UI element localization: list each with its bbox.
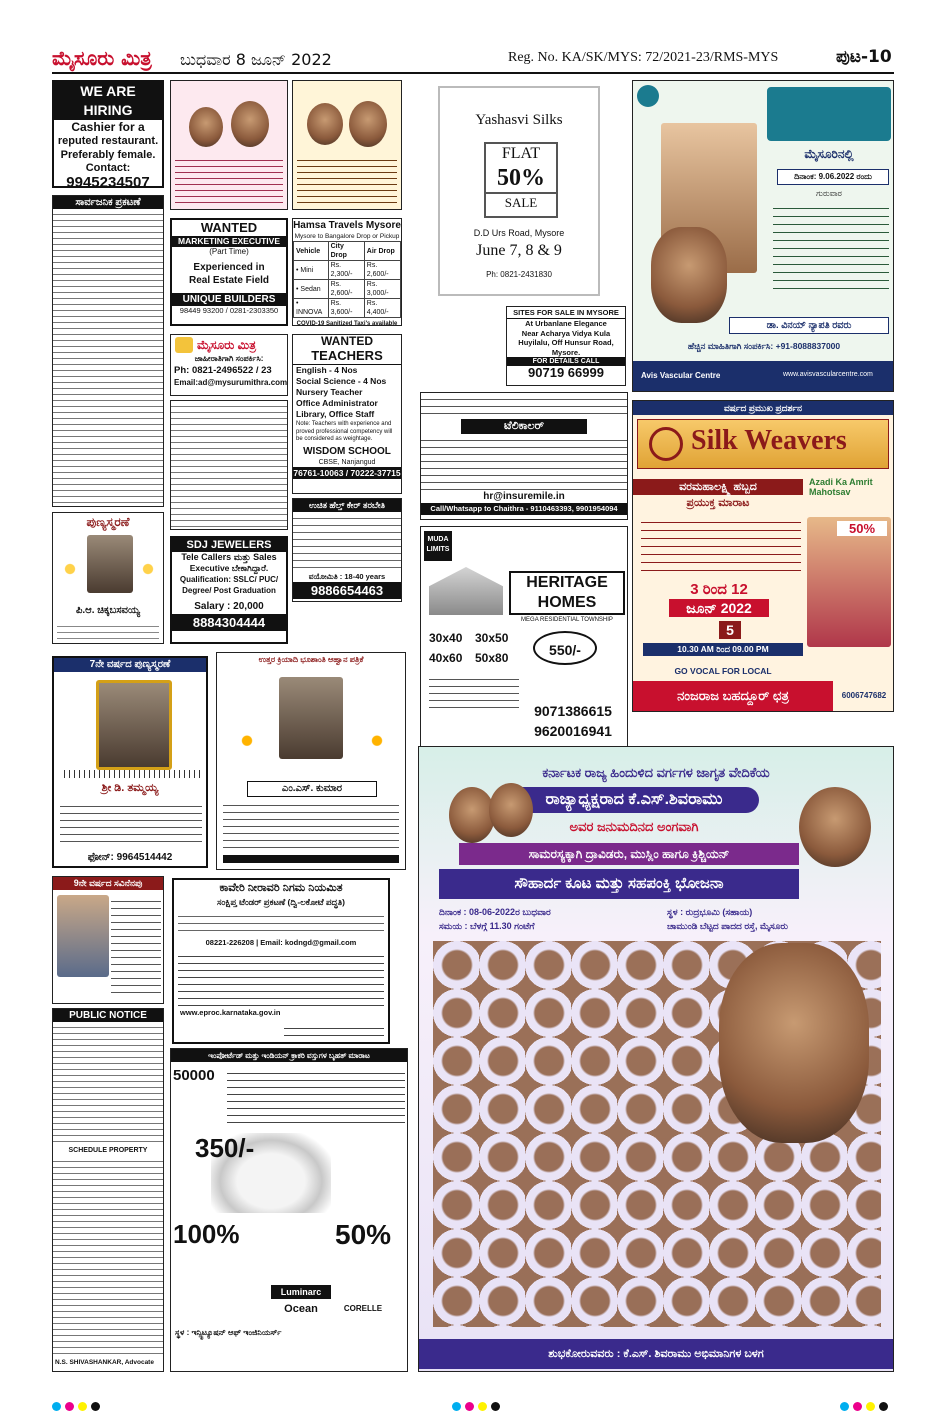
black-dot — [91, 1402, 100, 1411]
hiring-phone-1: 9945234507 — [66, 174, 150, 188]
child-photo — [57, 895, 109, 977]
rate-cell: Rs. 3,600/- — [328, 299, 364, 318]
silk-go-vocal: GO VOCAL FOR LOCAL — [674, 666, 772, 676]
sdj-title: SDJ JEWELERS — [172, 538, 286, 552]
house-illustration — [429, 567, 503, 615]
ambedkar-portrait — [449, 787, 495, 843]
rate-row — [294, 261, 401, 280]
health-care-training-ad — [292, 498, 402, 602]
uchita-title: ಉಚಿತ ಹೆಲ್ತ್ ಕೇರ್ ತರಬೇತಿ — [293, 499, 401, 512]
magenta-dot — [465, 1402, 474, 1411]
black-dot — [491, 1402, 500, 1411]
yellow-dot — [478, 1402, 487, 1411]
sites-line-4: Mysore. — [551, 347, 581, 357]
telecaller-ad — [420, 392, 628, 520]
banner-line-5: ಸೌಹಾರ್ದ ಕೂಟ ಮತ್ತು ಸಹಪಂಕ್ತಿ ಭೋಜನಾ — [439, 869, 799, 899]
kaveri-tender-notice — [172, 878, 390, 1044]
schedule-property: SCHEDULE PROPERTY — [68, 1147, 148, 1154]
punyasmarane-title: ಪುಣ್ಯಸ್ಮರಣೆ — [86, 515, 130, 529]
chakra-icon — [649, 427, 683, 461]
public-notice-kn-title: ಸಾರ್ವಜನಿಕ ಪ್ರಕಟಣೆ — [53, 196, 163, 209]
plot-size: 50x80 — [475, 651, 509, 665]
hiring-line-1: Cashier for a — [71, 120, 145, 134]
memorial-dates — [60, 770, 202, 778]
heritage-name-2: HOMES — [509, 593, 625, 615]
marketing-line-1: Experienced in — [193, 262, 265, 273]
rate-row — [294, 299, 401, 318]
hiring-line-3: Preferably female. — [60, 149, 156, 161]
rate-cell: Rs. 4,400/- — [364, 299, 400, 318]
punya7-body — [60, 800, 202, 848]
avis-header-band — [767, 87, 891, 141]
banner-line-1: ಕರ್ನಾಟಕ ರಾಜ್ಯ ಹಿಂದುಳಿದ ವರ್ಗಗಳ ಜಾಗೃತ ವೇದಿಕೆಯ — [542, 765, 770, 780]
memorial-photo-2 — [279, 677, 343, 759]
memorial-photo-1 — [96, 680, 172, 770]
avis-vascular-ad — [632, 80, 894, 392]
uchita-age: ವಯೋಮಿತಿ : 18-40 years — [308, 572, 386, 581]
heritage-body — [429, 673, 519, 709]
rate-cell: • INNOVA — [294, 299, 329, 318]
silk-sub-2: ಪ್ರಯುಕ್ತ ಮಾರಾಟ — [686, 497, 750, 509]
registration-marks-left — [52, 1398, 104, 1416]
plot-size: 30x40 — [429, 631, 463, 645]
teachers-title-2: TEACHERS — [293, 348, 401, 365]
flat-label: FLAT — [501, 145, 541, 162]
couple-photo-1 — [189, 107, 223, 147]
yashasvi-dates: June 7, 8 & 9 — [476, 242, 562, 259]
cyan-dot — [52, 1402, 61, 1411]
brand-luminarc: Luminarc — [271, 1285, 331, 1299]
tender-notice-small — [170, 400, 288, 530]
punya7-phone: ಫೋನ್: 9964514442 — [87, 852, 173, 863]
rate-header-row — [294, 242, 401, 261]
price-rs: 350/- — [195, 1133, 255, 1163]
marketing-role: MARKETING EXECUTIVE — [172, 236, 286, 247]
banner-road: ಚಾಮುಂಡಿ ಬೆಟ್ಟದ ಪಾದದ ರಸ್ತೆ, ಮೈಸೂರು — [667, 921, 788, 931]
teachers-note: Note: Teachers with experience and proved professional competency will be considered as weightage. — [296, 421, 393, 442]
telecaller-title: ಟೆಲಿಕಾಲರ್ — [461, 419, 587, 434]
brand-ocean: Ocean — [284, 1303, 318, 1315]
kaveri-title: ಕಾವೇರಿ ನೀರಾವರಿ ನಿಗಮ ನಿಯಮಿತ — [219, 882, 343, 894]
wedding-ad-body — [175, 155, 283, 205]
marketing-phone: 98449 93200 / 0281-2303350 — [179, 306, 279, 315]
teachers-line-5: Library, Office Staff — [296, 409, 375, 419]
plot-size: 30x50 — [475, 631, 509, 645]
yashasvi-address: D.D Urs Road, Mysore — [473, 228, 565, 238]
hiring-ad — [52, 80, 164, 188]
hiring-line-2: reputed restaurant. — [57, 135, 159, 147]
page-number: ಪುಟ-10 — [836, 47, 892, 67]
kaveri-body — [178, 950, 384, 1006]
brand-corelle: CORELLE — [343, 1304, 383, 1313]
avis-doctor: ಡಾ. ವಿನಯ್ ನ್ಯಾಪತಿ ರವರು — [729, 317, 889, 334]
school-name: WISDOM SCHOOL — [293, 445, 401, 458]
sites-line-2: Near Acharya Vidya Kula — [521, 328, 611, 338]
sdj-phone: 8884304444 — [172, 614, 286, 631]
silk-states — [641, 515, 801, 575]
silk-days: 5 — [719, 621, 741, 639]
banner-date: ದಿನಾಂಕ : 08-06-2022ರ ಬುಧವಾರ — [439, 907, 551, 917]
sale-label: SALE — [486, 192, 556, 212]
mysoremithra-contact-ad — [170, 334, 288, 396]
hamsa-travels-ad — [292, 218, 402, 326]
yellow-dot — [866, 1402, 875, 1411]
uttara-kriyadi-invitation — [216, 652, 406, 870]
uttara-footer — [223, 855, 399, 863]
ninth-year-remembrance — [52, 876, 164, 1004]
discount-50: 50% — [335, 1219, 392, 1250]
heritage-phone-2: 9620016941 — [534, 723, 612, 739]
silk-venue: ನಂಜರಾಜ ಬಹದ್ದೂರ್ ಛತ್ರ — [633, 681, 833, 711]
rate-head: Air Drop — [364, 242, 400, 261]
punyasmarane-body — [57, 621, 159, 641]
teachers-title-1: WANTED — [321, 334, 373, 348]
sauhardha-koota-banner — [418, 746, 894, 1372]
azadi-logo: Azadi Ka Amrit Mahotsav — [809, 477, 873, 497]
banner-place: ಸ್ಥಳ : ರುದ್ರಭೂಮಿ (ಸಹಾಯ) — [667, 907, 753, 917]
seventh-year-memorial — [52, 656, 208, 868]
uttara-title: ಉತ್ತರ ಕ್ರಿಯಾದಿ ಭೂಶಾಂತಿ ಆಹ್ವಾನ ಪತ್ರಿಕೆ — [217, 653, 405, 666]
yellow-dot — [78, 1402, 87, 1411]
public-notice-title: PUBLIC NOTICE — [53, 1009, 163, 1022]
telecaller-body — [421, 434, 627, 490]
marketing-line-2: Real Estate Field — [188, 275, 270, 286]
teachers-line-2: Social Science - 4 Nos — [296, 376, 387, 386]
sdj-line-3: Qualification: SSLC/ PUC/ — [179, 575, 279, 584]
rate-cell: Rs. 2,600/- — [328, 280, 364, 299]
school-place: CBSE, Nanjangud — [318, 458, 376, 466]
rate-cell: Rs. 3,000/- — [364, 280, 400, 299]
banner-line-4: ಸಾಮರಸ್ಯಕ್ಕಾಗಿ ದ್ರಾವಿಡರು, ಮುಸ್ಲಿಂ ಹಾಗೂ ಕ್ರಿಶ್ಚಿಯನ್ — [459, 843, 799, 865]
food-grade: 100% — [173, 1219, 240, 1249]
model-photo — [807, 517, 891, 647]
savi9-body — [111, 895, 161, 999]
uttara-name: ಎಂ.ಎಸ್. ಕುಮಾರ — [247, 781, 377, 797]
heritage-homes-ad — [420, 526, 628, 762]
banner-line-2: ರಾಜ್ಯಾಧ್ಯಕ್ಷರಾದ ಕೆ.ಎಸ್.ಶಿವರಾಮು — [509, 787, 759, 813]
luminarc-body — [227, 1067, 405, 1123]
black-dot — [879, 1402, 888, 1411]
marketing-company: UNIQUE BUILDERS — [172, 293, 286, 306]
magenta-dot — [853, 1402, 862, 1411]
hiring-title: WE ARE HIRING — [54, 82, 162, 120]
silk-time: 10.30 AM ರಿಂದ 09.00 PM — [643, 643, 803, 656]
schedule-body — [53, 1156, 163, 1358]
uchita-phone: 9886654463 — [293, 582, 401, 599]
shivaramu-portrait — [719, 943, 869, 1143]
public-notice — [52, 1008, 164, 1372]
items-count: 50000 — [173, 1067, 215, 1084]
avis-web: www.avisvascularcentre.com — [783, 371, 873, 378]
sdj-jewelers-ad — [170, 536, 288, 644]
public-notice-kn-body — [53, 209, 163, 505]
anniversary-ad-2 — [292, 80, 402, 210]
anniversary-2-body — [297, 155, 397, 205]
heritage-name-1: HERITAGE — [509, 571, 625, 593]
uchita-body — [293, 512, 401, 572]
flat-sale-block — [484, 142, 558, 218]
sdj-line-2: Executive ಬೇಕಾಗಿದ್ದಾರೆ. — [189, 563, 269, 573]
rate-head: City Drop — [328, 242, 364, 261]
hamsa-note: COVID-19 Sanitized Taxi's available — [296, 321, 398, 326]
public-notice-body — [53, 1022, 163, 1146]
couple-photo-3 — [307, 103, 343, 145]
magenta-dot — [65, 1402, 74, 1411]
banner-footer: ಶುಭಕೋರುವವರು : ಕೆ.ಎಸ್. ಶಿವರಾಮು ಅಭಿಮಾನಿಗಳ ಬಳಗ — [419, 1339, 893, 1369]
teachers-line-4: Office Administrator — [296, 398, 378, 408]
luminarc-title: ಇಂಪೋರ್ಟೆಡ್ ಮತ್ತು ಇಂಡಿಯನ್ ಕ್ರಾಕರಿ ವಸ್ತುಗಳ ಬೃಹತ್ ಮಾರಾಟ — [171, 1049, 407, 1062]
teachers-ad — [292, 334, 402, 494]
lamp-right-icon — [141, 563, 155, 583]
banner-line-3: ಅವರ ಜನುಮದಿನದ ಅಂಗವಾಗಿ — [569, 819, 699, 834]
sites-phone: 90719 66999 — [528, 365, 604, 380]
avis-logo-icon — [637, 85, 659, 107]
masthead-logo: ಮೈಸೂರು ಮಿತ್ರ — [52, 46, 152, 70]
uttara-body — [223, 799, 399, 849]
couple-photo-2 — [231, 101, 269, 147]
mysoremithra-logo: ಮೈಸೂರು ಮಿತ್ರ — [197, 338, 257, 352]
rate-cell: • Sedan — [294, 280, 329, 299]
rate-cell: Rs. 2,300/- — [328, 261, 364, 280]
rate-row — [294, 280, 401, 299]
yashasvi-phone: Ph: 0821-2431830 — [486, 270, 552, 279]
heritage-price: 550/- — [533, 631, 597, 665]
siddaramaiah-portrait — [799, 787, 871, 867]
sdj-salary: Salary : 20,000 — [194, 601, 264, 612]
telecaller-phone: Call/Whatsapp to Chaithra - 9110463393, 9901954094 — [421, 503, 627, 515]
hamsa-rate-table — [293, 241, 401, 318]
silk-phone: 6006747682 — [841, 691, 887, 700]
punya7-title: 7ನೇ ವರ್ಷದ ಪುಣ್ಯಸ್ಮರಣೆ — [54, 658, 206, 672]
cyan-dot — [840, 1402, 849, 1411]
telecaller-email: hr@insuremile.in — [483, 491, 565, 502]
mysoremithra-sub: ಜಾಹೀರಾತಿಗಾಗಿ ಸಂಪರ್ಕಿಸಿ: — [194, 354, 264, 363]
lamp-left-icon — [63, 563, 77, 583]
emblem-icon — [175, 337, 193, 353]
banner-time: ಸಮಯ : ಬೆಳಗ್ಗೆ 11.30 ಗಂಟೆಗೆ — [439, 921, 535, 931]
sites-line-1: At Urbanlane Elegance — [525, 319, 607, 328]
header-rule — [52, 72, 894, 74]
silk-title: Silk Weavers — [691, 425, 847, 456]
school-phone: 76761-10063 / 70222-37715 — [293, 467, 401, 478]
rate-head: Vehicle — [294, 242, 329, 261]
kaveri-web: www.eproc.karnataka.gov.in — [180, 1008, 281, 1017]
hiring-line-4: Contact: — [85, 162, 131, 174]
heritage-sub: MEGA RESIDENTIAL TOWNSHIP — [521, 617, 613, 623]
marketing-type: (Part Time) — [209, 247, 249, 256]
lamp-left-icon — [235, 733, 259, 755]
rate-cell: • Mini — [294, 261, 329, 280]
sites-details: FOR DETAILS CALL — [507, 357, 625, 366]
silk-top: ವರ್ಷದ ಪ್ರಮುಖ ಪ್ರದರ್ಶನ — [633, 401, 893, 415]
wanted-title: WANTED — [200, 220, 258, 235]
mysoremithra-email: Email:ad@mysurumithra.com — [174, 378, 288, 387]
kannada-public-notice — [52, 195, 164, 507]
avis-brand: Avis Vascular Centre — [641, 371, 721, 380]
wedding-anniversary-ad — [170, 80, 288, 210]
doctor-photo — [651, 227, 727, 323]
hamsa-title: Hamsa Travels Mysore — [293, 220, 401, 231]
luminarc-venue: ಸ್ಥಳ : ಇನ್ಸ್ಟಿಟ್ಯೂಷನ್ ಆಫ್ ಇಂಜಿನಿಯರ್ಸ್ — [175, 1328, 282, 1337]
silk-dates: 3 ರಿಂದ 12 — [690, 581, 748, 598]
crockery-sale-ad — [170, 1048, 408, 1372]
yashasvi-silks-ad — [438, 86, 600, 296]
avis-date: ದಿನಾಂಕ: 9.06.2022 ರಂದು — [777, 169, 889, 185]
registration-number: Reg. No. KA/SK/MYS: 72/2021-23/RMS-MYS — [508, 50, 779, 65]
registration-marks-center — [452, 1398, 504, 1416]
savi9-title: 9ನೇ ವರ್ಷದ ಸವಿನೆನಪು — [53, 877, 163, 890]
tender-small-body — [171, 401, 287, 530]
couple-photo-4 — [349, 101, 387, 147]
avis-place: ಮೈಸೂರಿನಲ್ಲಿ — [804, 147, 854, 161]
kaveri-sub: ಸಂಕ್ಷಿಪ್ತ ಟೆಂಡರ್ ಪ್ರಕಟಣೆ (ದ್ವಿ-ಲಕೋಟೆ ಪದ್ಧತಿ) — [216, 897, 345, 907]
sites-title: SITES FOR SALE IN MYSORE — [507, 307, 625, 319]
yashasvi-title: Yashasvi Silks — [475, 112, 563, 128]
punyasmarane-name: ಪಿ.ಆ. ಚಿಕ್ಕಬಸವಯ್ಯ — [75, 605, 141, 616]
punyasmarane-ad — [52, 512, 164, 644]
registration-marks-right — [840, 1398, 892, 1416]
silk-discount: 50% — [837, 521, 887, 536]
teachers-line-1: English - 4 Nos — [296, 365, 358, 375]
wanted-marketing-ad — [170, 218, 288, 326]
silk-month: ಜೂನ್ 2022 — [669, 599, 769, 617]
kaveri-address — [178, 910, 384, 936]
sites-line-3: Huyilalu, Off Hunsur Road, — [518, 338, 614, 347]
muda-limits-badge: MUDA LIMITS — [424, 531, 452, 561]
portrait-photo — [87, 535, 133, 593]
hamsa-sub: Mysore to Bangalore Drop or Pickup — [294, 233, 400, 240]
rate-cell: Rs. 2,600/- — [364, 261, 400, 280]
avis-features — [773, 201, 889, 291]
kaveri-sign — [284, 1022, 384, 1040]
avis-day: ಗುರುವಾರ — [816, 189, 842, 198]
kaveri-email: 08221-226208 | Email: kodngd@gmail.com — [205, 938, 357, 947]
heritage-phone-1: 9071386615 — [534, 703, 612, 719]
teachers-line-3: Nursery Teacher — [296, 387, 363, 397]
avis-contact: ಹೆಚ್ಚಿನ ಮಾಹಿತಿಗಾಗಿ ಸಂಪರ್ಕಿಸಿ: +91-8088837000 — [687, 341, 841, 351]
silk-sub-1: ವರಮಹಾಲಕ್ಷ್ಮಿ ಹಬ್ಬದ — [633, 479, 803, 495]
sdj-line-1: Tele Callers ಮತ್ತು Sales — [181, 552, 277, 562]
mysoremithra-phone: Ph: 0821-2496522 / 23 — [174, 365, 272, 376]
discount-percent: 50% — [497, 165, 545, 191]
cyan-dot — [452, 1402, 461, 1411]
punya7-name: ಶ್ರೀ ಡಿ. ತಮ್ಮಯ್ಯ — [101, 782, 159, 794]
sdj-line-4: Degree/ Post Graduation — [182, 586, 276, 595]
silk-weavers-ad — [632, 400, 894, 712]
issue-date: ಬುಧವಾರ 8 ಜೂನ್ 2022 — [180, 50, 332, 69]
telecaller-intro — [421, 393, 627, 419]
advocate-name: N.S. SHIVASHANKAR, Advocate — [55, 1359, 154, 1366]
lamp-right-icon — [365, 733, 389, 755]
sites-for-sale-ad — [506, 306, 626, 386]
leader-portrait — [489, 783, 533, 837]
plot-size: 40x60 — [429, 651, 463, 665]
